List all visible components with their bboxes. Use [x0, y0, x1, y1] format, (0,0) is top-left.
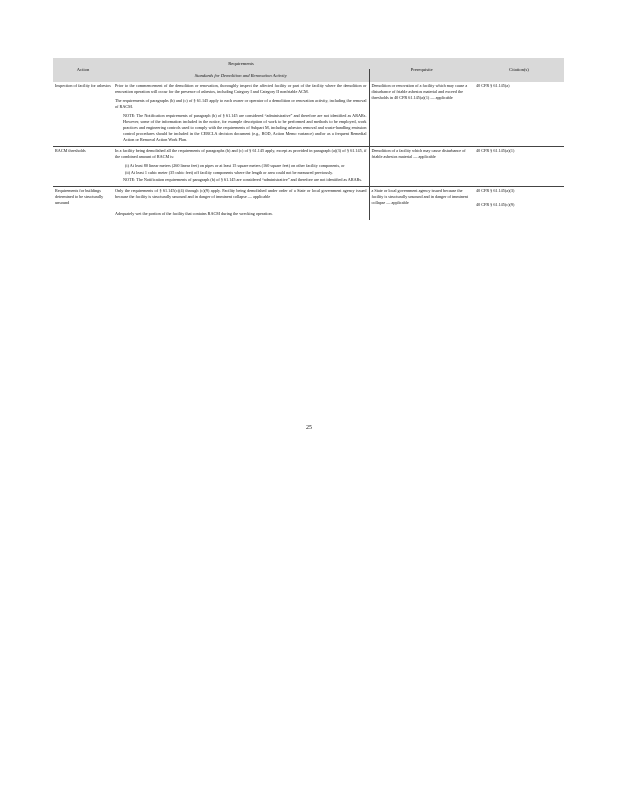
table-row [53, 147, 564, 187]
requirement-paragraph: Adequately wet the portion of the facility that contains RACM during the wrecking operation. [115, 211, 273, 216]
requirement-note: NOTE: The Notification requirements of paragraph (b) of § 61.145 are considered “administrative” and therefore are not identified as ARARs. However, some of the information included in the notice, for example description of work to be performed and methods to be employed, work practices and engineering controls used to comply with the requirements of Subpart M, including asbestos removal and waste-handling emission control procedures should be included in the CERCLA decision document (e.g., ROD, Action Memo variance) and/or as a frequent Remedial Action or Removal Action Work Plan. [123, 113, 367, 142]
header-requirements-subtitle: Standards for Demolition and Renovation Activity [113, 69, 369, 82]
requirement-paragraph: Prior to the commencement of the demolition or renovation, thoroughly inspect the affected facility or part of the facility where the demolition or renovation operation will occur for the presence of asbestos, including Category I and Category II nonfriable ACM. [115, 83, 367, 94]
table-row [53, 187, 564, 221]
requirements-cell [113, 187, 369, 221]
citation-cell: 40 CFR § 61.145(a) [476, 83, 510, 88]
requirement-paragraph: The requirements of paragraphs (b) and (c) of § 61.145 apply to each owner or operator of a demolition or renovation activity, including the removal of RACM. [115, 98, 367, 109]
prerequisite-cell: Demolition of a facility which may cause disturbance of friable asbestos material — applicable [369, 147, 474, 187]
requirement-paragraph: In a facility being demolished all the requirements of paragraphs (b) and (c) of § 61.145 apply, except as provided in paragraph (a)(3) of § 61.145, if the combined amount of RACM is: [115, 148, 367, 159]
header-action: Action [53, 58, 113, 82]
requirement-list-item: (i) At least 80 linear meters (260 linear feet) on pipes or at least 15 square meters (160 square feet) on other facility components, or [125, 163, 345, 168]
prerequisite-cell: Demolition or renovation of a facility which may cause a disturbance of friable asbestos material and exceed the thresholds in 40 CFR 61.145(a)(1) — applicable [371, 83, 468, 100]
citation-cell [474, 187, 564, 221]
requirements-cell [113, 147, 369, 187]
citation-text: 40 CFR § 61.145(a)(3) [476, 188, 515, 193]
action-cell: Requirements for buildings determined to be structurally unsound [53, 187, 113, 221]
citation-cell: 40 CFR § 61.145(a)(1) [474, 147, 564, 187]
action-cell: Inspection of facility for asbestos [55, 83, 111, 88]
page-number: 25 [306, 425, 312, 431]
citation-text: 40 CFR § 61.145(c)(9) [476, 202, 515, 207]
requirement-list-item: (ii) At least 1 cubic meter (35 cubic feet) off facility components where the length or area could not be measured previously. [125, 170, 334, 175]
header-citation: Citation(s) [474, 58, 564, 82]
header-prerequisite: Prerequisite [369, 58, 474, 82]
requirement-paragraph: Only the requirements of § 61.145(c)(4) through (c)(9) apply. Facility being demolished under order of a State or local government agency issued because the facility is structurally unsound and in danger of imminent collapse — applicable [115, 188, 367, 199]
requirements-table [53, 58, 564, 220]
action-cell: RACM thresholds [53, 147, 113, 187]
requirement-note: NOTE: The Notification requirements of paragraph (b) of § 61.145 are considered “administrative” and therefore are not identified as ARARs. [123, 177, 363, 182]
table-row [53, 82, 564, 147]
header-requirements: Requirements [113, 58, 369, 69]
prerequisite-cell: a State or local government agency issued because the facility is structurally unsound and in danger of imminent collapse — applicable [369, 187, 474, 221]
requirements-cell [113, 82, 369, 147]
